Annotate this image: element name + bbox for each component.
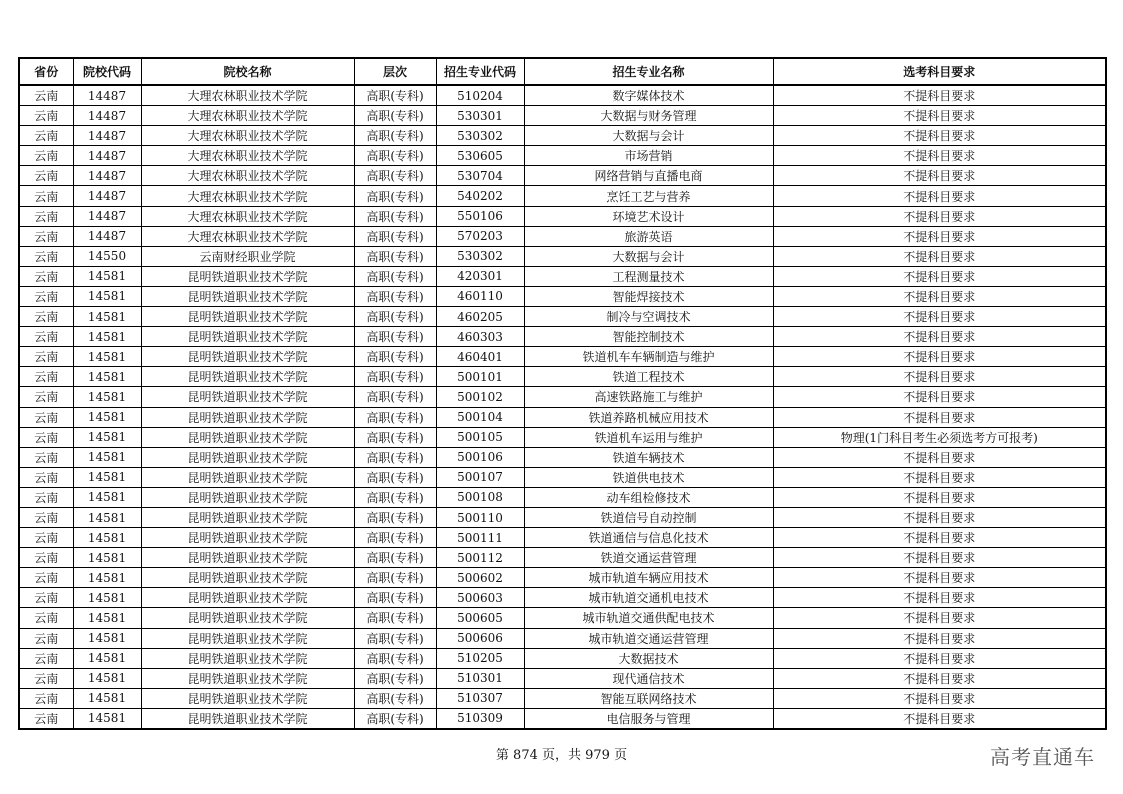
cell-province: 云南: [19, 266, 73, 286]
cell-subject-requirement: 不提科目要求: [773, 106, 1106, 126]
cell-school-code: 14581: [73, 427, 141, 447]
table-row: [19, 206, 1106, 226]
cell-subject-requirement: 不提科目要求: [773, 648, 1106, 668]
cell-major-name: 铁道养路机械应用技术: [524, 407, 773, 427]
cell-school-code: 14581: [73, 327, 141, 347]
cell-province: 云南: [19, 507, 73, 527]
cell-subject-requirement: 不提科目要求: [773, 367, 1106, 387]
cell-level: 高职(专科): [354, 407, 436, 427]
table-row: [19, 166, 1106, 186]
cell-province: 云南: [19, 226, 73, 246]
cell-major-code: 530605: [436, 146, 524, 166]
cell-school-code: 14487: [73, 166, 141, 186]
cell-subject-requirement: 不提科目要求: [773, 347, 1106, 367]
cell-province: 云南: [19, 206, 73, 226]
cell-subject-requirement: 不提科目要求: [773, 467, 1106, 487]
cell-major-name: 旅游英语: [524, 226, 773, 246]
cell-major-code: 460205: [436, 307, 524, 327]
cell-province: 云南: [19, 708, 73, 729]
cell-level: 高职(专科): [354, 427, 436, 447]
cell-major-code: 500106: [436, 447, 524, 467]
cell-level: 高职(专科): [354, 347, 436, 367]
table-row: [19, 226, 1106, 246]
cell-major-name: 城市轨道交通机电技术: [524, 588, 773, 608]
cell-school-name: 大理农林职业技术学院: [141, 126, 354, 146]
cell-level: 高职(专科): [354, 588, 436, 608]
cell-level: 高职(专科): [354, 206, 436, 226]
cell-major-name: 智能控制技术: [524, 327, 773, 347]
cell-school-code: 14581: [73, 307, 141, 327]
table-row: [19, 246, 1106, 266]
cell-major-name: 智能焊接技术: [524, 286, 773, 306]
table-row: [19, 387, 1106, 407]
table-row: [19, 708, 1106, 729]
cell-province: 云南: [19, 548, 73, 568]
page-number: 第 874 页，共 979 页: [495, 748, 628, 763]
cell-school-name: 大理农林职业技术学院: [141, 106, 354, 126]
cell-school-name: 昆明铁道职业技术学院: [141, 708, 354, 729]
cell-province: 云南: [19, 246, 73, 266]
cell-school-name: 昆明铁道职业技术学院: [141, 407, 354, 427]
cell-subject-requirement: 不提科目要求: [773, 286, 1106, 306]
cell-level: 高职(专科): [354, 85, 436, 106]
cell-school-name: 大理农林职业技术学院: [141, 206, 354, 226]
cell-school-code: 14581: [73, 588, 141, 608]
cell-major-code: 510307: [436, 688, 524, 708]
cell-province: 云南: [19, 166, 73, 186]
cell-school-code: 14581: [73, 608, 141, 628]
cell-major-name: 铁道机车运用与维护: [524, 427, 773, 447]
cell-subject-requirement: 不提科目要求: [773, 447, 1106, 467]
cell-major-name: 城市轨道交通运营管理: [524, 628, 773, 648]
cell-major-code: 500101: [436, 367, 524, 387]
cell-subject-requirement: 不提科目要求: [773, 206, 1106, 226]
cell-major-code: 500104: [436, 407, 524, 427]
cell-province: 云南: [19, 447, 73, 467]
cell-major-name: 工程测量技术: [524, 266, 773, 286]
cell-level: 高职(专科): [354, 487, 436, 507]
cell-level: 高职(专科): [354, 507, 436, 527]
cell-major-code: 570203: [436, 226, 524, 246]
cell-level: 高职(专科): [354, 548, 436, 568]
table-row: [19, 528, 1106, 548]
cell-major-code: 550106: [436, 206, 524, 226]
cell-school-name: 昆明铁道职业技术学院: [141, 286, 354, 306]
cell-major-code: 510309: [436, 708, 524, 729]
cell-major-name: 大数据与会计: [524, 126, 773, 146]
table-row: [19, 266, 1106, 286]
table-body: [19, 85, 1106, 729]
cell-school-code: 14487: [73, 186, 141, 206]
cell-school-name: 昆明铁道职业技术学院: [141, 367, 354, 387]
cell-school-name: 昆明铁道职业技术学院: [141, 648, 354, 668]
cell-province: 云南: [19, 126, 73, 146]
cell-province: 云南: [19, 407, 73, 427]
cell-level: 高职(专科): [354, 186, 436, 206]
cell-province: 云南: [19, 608, 73, 628]
table-row: [19, 146, 1106, 166]
cell-major-code: 540202: [436, 186, 524, 206]
cell-school-name: 昆明铁道职业技术学院: [141, 507, 354, 527]
cell-province: 云南: [19, 347, 73, 367]
table-row: [19, 648, 1106, 668]
cell-school-name: 昆明铁道职业技术学院: [141, 447, 354, 467]
cell-school-code: 14487: [73, 226, 141, 246]
cell-major-code: 530704: [436, 166, 524, 186]
table-row: [19, 588, 1106, 608]
cell-major-name: 城市轨道车辆应用技术: [524, 568, 773, 588]
cell-level: 高职(专科): [354, 688, 436, 708]
cell-subject-requirement: 不提科目要求: [773, 246, 1106, 266]
cell-level: 高职(专科): [354, 126, 436, 146]
cell-school-code: 14487: [73, 85, 141, 106]
cell-province: 云南: [19, 286, 73, 306]
column-header-major-name: 招生专业名称: [524, 58, 773, 85]
table-row: [19, 347, 1106, 367]
table-row: [19, 487, 1106, 507]
watermark-logo: 高考直通车: [990, 745, 1095, 769]
cell-subject-requirement: 不提科目要求: [773, 507, 1106, 527]
cell-school-code: 14581: [73, 387, 141, 407]
cell-school-code: 14581: [73, 487, 141, 507]
cell-subject-requirement: 不提科目要求: [773, 688, 1106, 708]
column-header-level: 层次: [354, 58, 436, 85]
cell-major-name: 电信服务与管理: [524, 708, 773, 729]
cell-major-code: 510301: [436, 668, 524, 688]
cell-level: 高职(专科): [354, 528, 436, 548]
cell-province: 云南: [19, 648, 73, 668]
cell-major-code: 530302: [436, 126, 524, 146]
cell-subject-requirement: 不提科目要求: [773, 487, 1106, 507]
cell-school-name: 昆明铁道职业技术学院: [141, 588, 354, 608]
cell-major-name: 市场营销: [524, 146, 773, 166]
cell-major-name: 铁道信号自动控制: [524, 507, 773, 527]
cell-level: 高职(专科): [354, 628, 436, 648]
cell-school-name: 大理农林职业技术学院: [141, 166, 354, 186]
cell-level: 高职(专科): [354, 648, 436, 668]
cell-subject-requirement: 不提科目要求: [773, 307, 1106, 327]
cell-major-name: 现代通信技术: [524, 668, 773, 688]
table-row: [19, 286, 1106, 306]
cell-subject-requirement: 物理(1门科目考生必须选考方可报考): [773, 427, 1106, 447]
cell-major-code: 500102: [436, 387, 524, 407]
cell-province: 云南: [19, 427, 73, 447]
cell-major-code: 460401: [436, 347, 524, 367]
cell-school-code: 14581: [73, 628, 141, 648]
cell-level: 高职(专科): [354, 708, 436, 729]
cell-major-name: 铁道交通运营管理: [524, 548, 773, 568]
table-row: [19, 106, 1106, 126]
column-header-school-code: 院校代码: [73, 58, 141, 85]
table-row: [19, 608, 1106, 628]
cell-school-code: 14550: [73, 246, 141, 266]
cell-major-name: 动车组检修技术: [524, 487, 773, 507]
cell-province: 云南: [19, 186, 73, 206]
cell-school-name: 云南财经职业学院: [141, 246, 354, 266]
table-row: [19, 85, 1106, 106]
cell-province: 云南: [19, 528, 73, 548]
cell-major-code: 500606: [436, 628, 524, 648]
cell-subject-requirement: 不提科目要求: [773, 327, 1106, 347]
cell-major-code: 500605: [436, 608, 524, 628]
column-header-subject-requirement: 选考科目要求: [773, 58, 1106, 85]
cell-province: 云南: [19, 688, 73, 708]
cell-school-code: 14581: [73, 648, 141, 668]
cell-major-code: 500105: [436, 427, 524, 447]
cell-major-code: 530302: [436, 246, 524, 266]
cell-school-name: 大理农林职业技术学院: [141, 186, 354, 206]
cell-major-name: 网络营销与直播电商: [524, 166, 773, 186]
cell-level: 高职(专科): [354, 246, 436, 266]
cell-school-name: 昆明铁道职业技术学院: [141, 307, 354, 327]
cell-major-name: 烹饪工艺与营养: [524, 186, 773, 206]
cell-school-code: 14581: [73, 447, 141, 467]
cell-school-name: 昆明铁道职业技术学院: [141, 427, 354, 447]
cell-school-code: 14581: [73, 528, 141, 548]
cell-school-code: 14581: [73, 286, 141, 306]
cell-school-name: 昆明铁道职业技术学院: [141, 347, 354, 367]
cell-school-code: 14581: [73, 467, 141, 487]
cell-subject-requirement: 不提科目要求: [773, 568, 1106, 588]
cell-school-code: 14581: [73, 407, 141, 427]
column-header-major-code: 招生专业代码: [436, 58, 524, 85]
cell-level: 高职(专科): [354, 668, 436, 688]
cell-school-code: 14581: [73, 568, 141, 588]
cell-major-name: 大数据技术: [524, 648, 773, 668]
enrollment-table: [18, 57, 1107, 730]
table-row: [19, 427, 1106, 447]
table-row: [19, 467, 1106, 487]
cell-school-name: 大理农林职业技术学院: [141, 226, 354, 246]
cell-major-name: 大数据与会计: [524, 246, 773, 266]
cell-school-code: 14487: [73, 206, 141, 226]
cell-subject-requirement: 不提科目要求: [773, 226, 1106, 246]
table-header: [19, 58, 1106, 85]
cell-major-code: 460303: [436, 327, 524, 347]
cell-school-name: 昆明铁道职业技术学院: [141, 467, 354, 487]
cell-province: 云南: [19, 487, 73, 507]
cell-major-name: 铁道工程技术: [524, 367, 773, 387]
cell-level: 高职(专科): [354, 286, 436, 306]
cell-school-code: 14487: [73, 106, 141, 126]
cell-province: 云南: [19, 628, 73, 648]
cell-province: 云南: [19, 307, 73, 327]
cell-major-code: 420301: [436, 266, 524, 286]
table-row: [19, 507, 1106, 527]
cell-school-name: 昆明铁道职业技术学院: [141, 608, 354, 628]
cell-school-code: 14581: [73, 708, 141, 729]
cell-major-name: 数字媒体技术: [524, 85, 773, 106]
cell-subject-requirement: 不提科目要求: [773, 186, 1106, 206]
table-row: [19, 367, 1106, 387]
cell-subject-requirement: 不提科目要求: [773, 668, 1106, 688]
cell-level: 高职(专科): [354, 467, 436, 487]
column-header-school-name: 院校名称: [141, 58, 354, 85]
cell-major-code: 500603: [436, 588, 524, 608]
cell-subject-requirement: 不提科目要求: [773, 528, 1106, 548]
cell-subject-requirement: 不提科目要求: [773, 126, 1106, 146]
cell-school-code: 14581: [73, 507, 141, 527]
cell-level: 高职(专科): [354, 327, 436, 347]
cell-subject-requirement: 不提科目要求: [773, 407, 1106, 427]
cell-school-code: 14487: [73, 146, 141, 166]
cell-school-name: 大理农林职业技术学院: [141, 85, 354, 106]
table-row: [19, 568, 1106, 588]
cell-school-code: 14487: [73, 126, 141, 146]
table-row: [19, 126, 1106, 146]
cell-major-code: 530301: [436, 106, 524, 126]
cell-province: 云南: [19, 106, 73, 126]
cell-school-name: 昆明铁道职业技术学院: [141, 327, 354, 347]
cell-level: 高职(专科): [354, 146, 436, 166]
cell-school-name: 昆明铁道职业技术学院: [141, 387, 354, 407]
cell-subject-requirement: 不提科目要求: [773, 608, 1106, 628]
table-row: [19, 327, 1106, 347]
cell-province: 云南: [19, 85, 73, 106]
cell-province: 云南: [19, 588, 73, 608]
cell-school-name: 大理农林职业技术学院: [141, 146, 354, 166]
cell-major-code: 500602: [436, 568, 524, 588]
cell-province: 云南: [19, 146, 73, 166]
cell-level: 高职(专科): [354, 166, 436, 186]
cell-school-code: 14581: [73, 688, 141, 708]
cell-major-name: 智能互联网络技术: [524, 688, 773, 708]
cell-major-name: 铁道通信与信息化技术: [524, 528, 773, 548]
table-row: [19, 407, 1106, 427]
cell-major-code: 500112: [436, 548, 524, 568]
cell-school-name: 昆明铁道职业技术学院: [141, 668, 354, 688]
cell-major-code: 500110: [436, 507, 524, 527]
table-row: [19, 307, 1106, 327]
cell-major-name: 高速铁路施工与维护: [524, 387, 773, 407]
cell-level: 高职(专科): [354, 568, 436, 588]
cell-school-name: 昆明铁道职业技术学院: [141, 266, 354, 286]
cell-major-name: 城市轨道交通供配电技术: [524, 608, 773, 628]
cell-school-name: 昆明铁道职业技术学院: [141, 487, 354, 507]
cell-subject-requirement: 不提科目要求: [773, 85, 1106, 106]
cell-subject-requirement: 不提科目要求: [773, 588, 1106, 608]
cell-province: 云南: [19, 367, 73, 387]
cell-school-code: 14581: [73, 347, 141, 367]
cell-subject-requirement: 不提科目要求: [773, 166, 1106, 186]
cell-school-code: 14581: [73, 548, 141, 568]
cell-major-code: 500108: [436, 487, 524, 507]
cell-school-name: 昆明铁道职业技术学院: [141, 688, 354, 708]
table-row: [19, 186, 1106, 206]
cell-school-name: 昆明铁道职业技术学院: [141, 568, 354, 588]
cell-subject-requirement: 不提科目要求: [773, 548, 1106, 568]
cell-school-code: 14581: [73, 668, 141, 688]
cell-major-code: 460110: [436, 286, 524, 306]
cell-subject-requirement: 不提科目要求: [773, 146, 1106, 166]
cell-province: 云南: [19, 568, 73, 588]
cell-major-name: 大数据与财务管理: [524, 106, 773, 126]
cell-province: 云南: [19, 467, 73, 487]
cell-province: 云南: [19, 668, 73, 688]
column-header-province: 省份: [19, 58, 73, 85]
cell-school-name: 昆明铁道职业技术学院: [141, 628, 354, 648]
table-row: [19, 628, 1106, 648]
cell-province: 云南: [19, 327, 73, 347]
cell-major-name: 制冷与空调技术: [524, 307, 773, 327]
cell-school-name: 昆明铁道职业技术学院: [141, 528, 354, 548]
header-row: [19, 58, 1106, 85]
table-row: [19, 447, 1106, 467]
cell-province: 云南: [19, 387, 73, 407]
cell-subject-requirement: 不提科目要求: [773, 387, 1106, 407]
cell-level: 高职(专科): [354, 307, 436, 327]
cell-level: 高职(专科): [354, 608, 436, 628]
cell-subject-requirement: 不提科目要求: [773, 708, 1106, 729]
table-row: [19, 548, 1106, 568]
cell-major-code: 500107: [436, 467, 524, 487]
table-row: [19, 688, 1106, 708]
cell-level: 高职(专科): [354, 266, 436, 286]
cell-level: 高职(专科): [354, 106, 436, 126]
cell-major-name: 环境艺术设计: [524, 206, 773, 226]
cell-major-code: 500111: [436, 528, 524, 548]
cell-level: 高职(专科): [354, 387, 436, 407]
cell-major-code: 510204: [436, 85, 524, 106]
cell-level: 高职(专科): [354, 447, 436, 467]
cell-major-name: 铁道机车车辆制造与维护: [524, 347, 773, 367]
cell-major-name: 铁道车辆技术: [524, 447, 773, 467]
cell-school-code: 14581: [73, 266, 141, 286]
cell-subject-requirement: 不提科目要求: [773, 266, 1106, 286]
cell-level: 高职(专科): [354, 226, 436, 246]
cell-major-code: 510205: [436, 648, 524, 668]
table-row: [19, 668, 1106, 688]
cell-school-name: 昆明铁道职业技术学院: [141, 548, 354, 568]
cell-major-name: 铁道供电技术: [524, 467, 773, 487]
cell-school-code: 14581: [73, 367, 141, 387]
cell-subject-requirement: 不提科目要求: [773, 628, 1106, 648]
cell-level: 高职(专科): [354, 367, 436, 387]
